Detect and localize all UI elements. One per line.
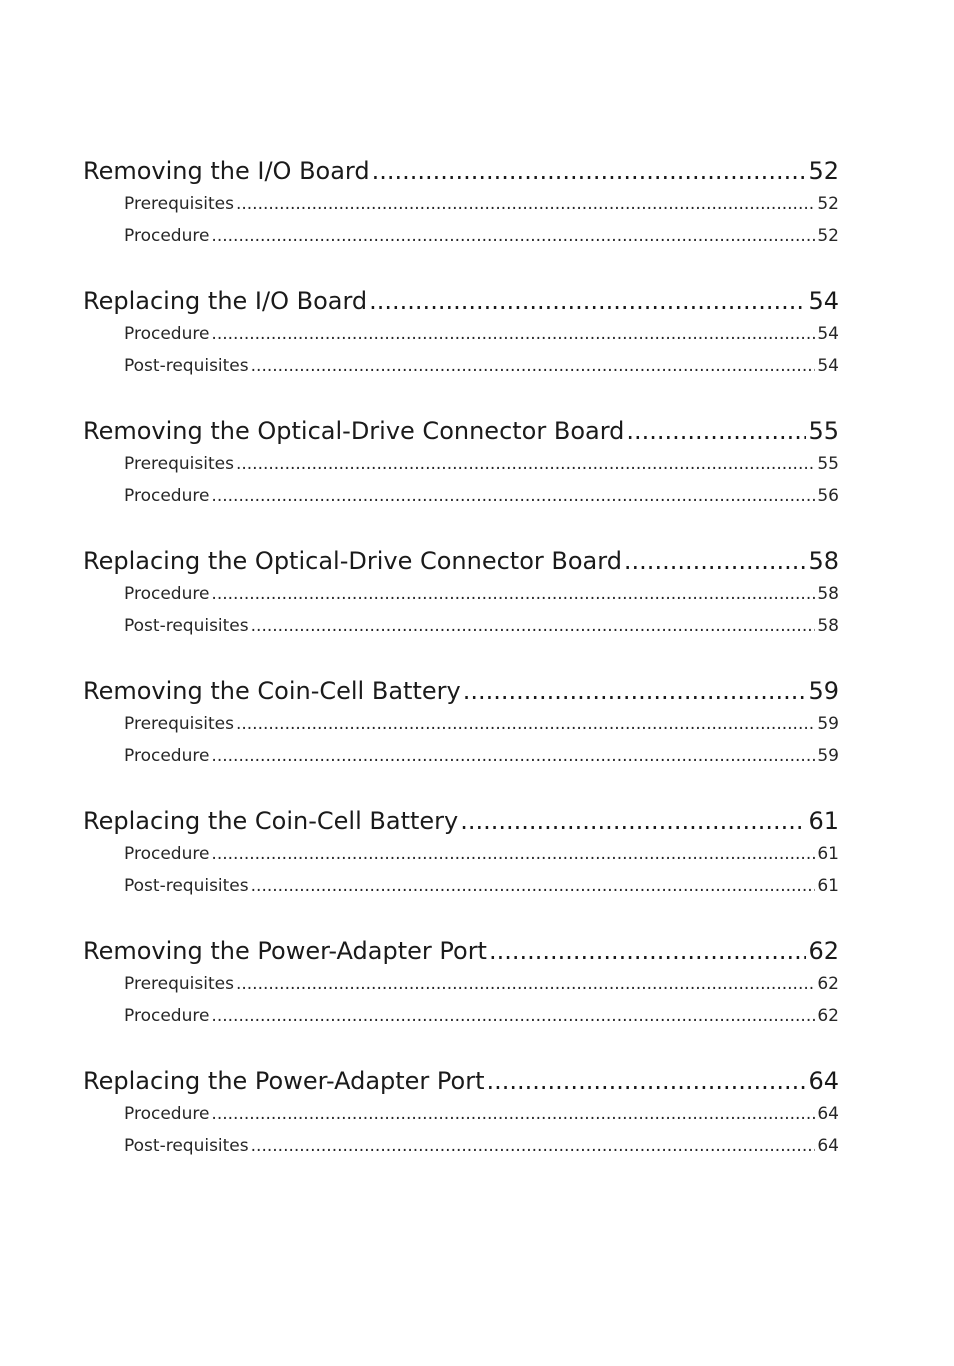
toc-entry-title: Removing the Optical-Drive Connector Board (83, 417, 625, 445)
toc-subentry-title: Prerequisites (124, 194, 234, 214)
toc-page-number: 61 (817, 876, 839, 896)
toc-subentry-link[interactable] (83, 1000, 839, 1032)
toc-entry-title: Removing the I/O Board (83, 157, 370, 185)
toc-subentry-title: Prerequisites (124, 454, 234, 474)
toc-page-number: 52 (817, 194, 839, 214)
toc-subentry-link[interactable] (83, 578, 839, 610)
dot-leader (372, 154, 807, 188)
toc-page-number: 61 (817, 844, 839, 864)
toc-entry-link[interactable] (83, 154, 839, 188)
dot-leader (369, 284, 806, 318)
toc-page-number: 62 (817, 974, 839, 994)
toc-entry-link[interactable] (83, 284, 839, 318)
toc-subentry-link[interactable] (83, 350, 839, 382)
toc-section (83, 934, 839, 1032)
toc-subentry-title: Prerequisites (124, 974, 234, 994)
toc-section (83, 154, 839, 252)
dot-leader (236, 708, 815, 740)
toc-entry-link[interactable] (83, 804, 839, 838)
toc-entry-link[interactable] (83, 1064, 839, 1098)
toc-page-number: 55 (817, 454, 839, 474)
toc-page-number: 58 (817, 584, 839, 604)
dot-leader (624, 544, 807, 578)
toc-page-number: 62 (817, 1006, 839, 1026)
dot-leader (251, 350, 816, 382)
toc-entry-link[interactable] (83, 414, 839, 448)
dot-leader (626, 414, 806, 448)
toc-subentry-title: Post-requisites (124, 356, 249, 376)
toc-section (83, 1064, 839, 1162)
toc-section (83, 544, 839, 642)
dot-leader (489, 934, 806, 968)
toc-subentry-title: Procedure (124, 324, 210, 344)
dot-leader (211, 318, 815, 350)
dot-leader (251, 870, 816, 902)
toc-subentry-link[interactable] (83, 610, 839, 642)
toc-subentry-title: Post-requisites (124, 616, 249, 636)
toc-entry-link[interactable] (83, 674, 839, 708)
toc-page-number: 59 (817, 746, 839, 766)
toc-subentry-title: Procedure (124, 746, 210, 766)
toc-entry-title: Replacing the Optical-Drive Connector Board (83, 547, 622, 575)
toc-subentry-title: Procedure (124, 226, 210, 246)
toc-subentry-link[interactable] (83, 220, 839, 252)
toc-page-number: 64 (817, 1104, 839, 1124)
toc-subentry-link[interactable] (83, 708, 839, 740)
toc-page-number: 58 (817, 616, 839, 636)
toc-subentry-link[interactable] (83, 740, 839, 772)
toc-entry-title: Replacing the I/O Board (83, 287, 368, 315)
toc-section (83, 674, 839, 772)
toc-page-number: 54 (817, 356, 839, 376)
dot-leader (211, 220, 815, 252)
toc-entry-title: Removing the Coin-Cell Battery (83, 677, 461, 705)
toc-subentry-title: Procedure (124, 486, 210, 506)
toc-page-number: 55 (808, 417, 839, 445)
dot-leader (251, 610, 816, 642)
dot-leader (211, 1000, 815, 1032)
toc-section (83, 414, 839, 512)
toc-page-number: 54 (817, 324, 839, 344)
toc-subentry-link[interactable] (83, 968, 839, 1000)
dot-leader (211, 740, 815, 772)
toc-subentry-link[interactable] (83, 318, 839, 350)
toc-subentry-title: Prerequisites (124, 714, 234, 734)
toc-page-number: 62 (808, 937, 839, 965)
toc-page-number: 59 (808, 677, 839, 705)
toc-page-number: 64 (808, 1067, 839, 1095)
toc-subentry-link[interactable] (83, 838, 839, 870)
toc-entry-title: Replacing the Power-Adapter Port (83, 1067, 485, 1095)
toc-subentry-link[interactable] (83, 870, 839, 902)
toc-subentry-title: Post-requisites (124, 876, 249, 896)
toc-entry-title: Replacing the Coin-Cell Battery (83, 807, 459, 835)
toc-page-number: 61 (808, 807, 839, 835)
dot-leader (487, 1064, 807, 1098)
toc-subentry-title: Procedure (124, 1104, 210, 1124)
toc-section (83, 284, 839, 382)
dot-leader (460, 804, 806, 838)
dot-leader (236, 968, 815, 1000)
toc-subentry-title: Procedure (124, 844, 210, 864)
dot-leader (211, 480, 815, 512)
toc-page-number: 54 (808, 287, 839, 315)
dot-leader (236, 188, 815, 220)
toc-entry-link[interactable] (83, 934, 839, 968)
toc-subentry-link[interactable] (83, 188, 839, 220)
toc-page-number: 59 (817, 714, 839, 734)
toc-subentry-link[interactable] (83, 1098, 839, 1130)
table-of-contents (83, 154, 839, 1194)
toc-subentry-title: Procedure (124, 584, 210, 604)
toc-page-number: 58 (808, 547, 839, 575)
dot-leader (236, 448, 815, 480)
dot-leader (463, 674, 807, 708)
toc-subentry-link[interactable] (83, 1130, 839, 1162)
dot-leader (211, 838, 815, 870)
toc-entry-link[interactable] (83, 544, 839, 578)
toc-subentry-link[interactable] (83, 448, 839, 480)
toc-page-number: 52 (808, 157, 839, 185)
toc-subentry-title: Post-requisites (124, 1136, 249, 1156)
dot-leader (211, 1098, 815, 1130)
dot-leader (211, 578, 815, 610)
toc-subentry-title: Procedure (124, 1006, 210, 1026)
toc-page-number: 52 (817, 226, 839, 246)
toc-page-number: 56 (817, 486, 839, 506)
toc-subentry-link[interactable] (83, 480, 839, 512)
toc-entry-title: Removing the Power-Adapter Port (83, 937, 487, 965)
toc-page-number: 64 (817, 1136, 839, 1156)
dot-leader (251, 1130, 816, 1162)
toc-section (83, 804, 839, 902)
